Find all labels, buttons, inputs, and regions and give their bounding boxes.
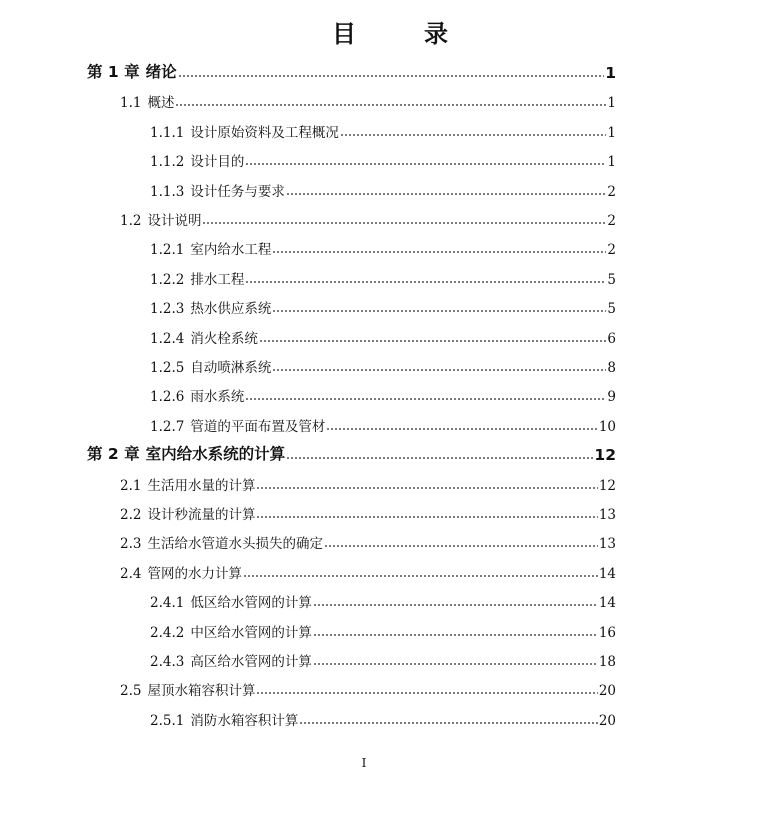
dot-leader: [313, 622, 598, 638]
toc-entry[interactable]: [0, 501, 616, 523]
toc-entry-page: 14: [598, 565, 616, 582]
toc-entry-label: [120, 209, 201, 229]
dot-leader: [178, 63, 605, 79]
toc-entry-label: [120, 532, 323, 552]
toc-entry-number: 2.4.1: [150, 595, 185, 612]
toc-entry-page: 5: [607, 301, 616, 318]
toc-entry-number: 1.2.2: [150, 271, 185, 288]
toc-entry[interactable]: [0, 677, 616, 699]
toc-entry-page: 1: [607, 95, 616, 112]
toc-entry[interactable]: [0, 648, 616, 670]
toc-entry-text: 管道的平面布置及管材: [190, 418, 326, 435]
toc-entry-text: 中区给水管网的计算: [190, 624, 312, 641]
toc-entry-page: 5: [607, 271, 616, 288]
dot-leader: [299, 710, 597, 726]
dot-leader: [286, 445, 593, 461]
dot-leader: [272, 298, 606, 314]
toc-entry-label: [150, 650, 312, 670]
toc-entry-number: 2.5.1: [150, 712, 185, 729]
dot-leader: [313, 651, 598, 667]
toc-entry-label: [150, 415, 325, 435]
dot-leader: [259, 328, 607, 344]
toc-entry[interactable]: [0, 589, 616, 611]
toc-entry-text: 设计秒流量的计算: [147, 507, 256, 523]
toc-entry[interactable]: [0, 60, 616, 82]
toc-entry-page: 6: [607, 330, 616, 347]
toc-entry-label: [120, 679, 255, 699]
toc-entry[interactable]: [0, 619, 616, 641]
page-title: 目 录: [332, 20, 470, 48]
toc-entry-page: 12: [594, 446, 616, 465]
page-number: I: [361, 756, 367, 770]
toc-entry-text: 消火栓系统: [190, 330, 258, 347]
toc-entry-number: 2.3: [120, 536, 142, 553]
toc-entry-text: 排水工程: [190, 271, 245, 288]
toc-entry-label: [120, 91, 174, 111]
dot-leader: [256, 680, 597, 696]
toc-entry-number: 2.4.3: [150, 654, 185, 670]
toc-entry-number: 2.5: [120, 683, 142, 700]
toc-entry-text: 生活用水量的计算: [147, 477, 256, 494]
toc-entry-page: 1: [605, 64, 616, 82]
toc-entry-label: [120, 503, 255, 523]
toc-entry[interactable]: [0, 560, 616, 582]
toc-entry[interactable]: [0, 325, 616, 347]
toc-entry-page: 2: [607, 183, 616, 200]
toc-entry-page: 12: [598, 477, 616, 494]
toc-entry[interactable]: [0, 354, 616, 376]
toc-entry-page: 1: [607, 154, 616, 171]
toc-entry-text: 自动喷淋系统: [190, 360, 272, 376]
toc-entry-number: 1.1.2: [150, 154, 185, 171]
dot-leader: [272, 357, 606, 373]
toc-entry-text: 设计任务与要求: [190, 183, 285, 200]
toc-entry[interactable]: [0, 383, 616, 405]
toc-entry-text: 绪论: [145, 63, 177, 81]
toc-entry-label: [150, 327, 258, 347]
toc-entry[interactable]: [0, 413, 616, 435]
toc-entry-label: [150, 385, 244, 405]
toc-entry-page: 1: [607, 124, 616, 141]
toc-entry-text: 屋顶水箱容积计算: [147, 683, 256, 700]
toc-entry-text: 概述: [147, 95, 175, 112]
toc-entry-number: 1.2.3: [150, 301, 185, 318]
toc-entry[interactable]: [0, 472, 616, 494]
toc-entry-label: [150, 180, 285, 200]
toc-entry-number: 2.2: [120, 507, 142, 523]
dot-leader: [272, 239, 606, 255]
toc-entry-page: 2: [607, 213, 616, 229]
toc-entry-number: 1.1.1: [150, 124, 185, 141]
toc-entry-number: 1.1: [120, 95, 142, 112]
toc-entry-page: 10: [598, 418, 616, 435]
toc-entry[interactable]: [0, 236, 616, 258]
toc-entry-text: 热水供应系统: [190, 301, 272, 318]
dot-leader: [243, 563, 598, 579]
toc-entry-number: 第 2 章: [87, 445, 140, 464]
toc-entry-page: 8: [607, 360, 616, 376]
toc-entry-text: 设计原始资料及工程概况: [190, 124, 339, 141]
toc-entry-number: 1.2.5: [150, 360, 185, 376]
toc-entry[interactable]: [0, 89, 616, 111]
toc-entry-label: [150, 621, 312, 641]
toc-entry-text: 雨水系统: [190, 389, 245, 406]
toc-entry[interactable]: [0, 178, 616, 200]
toc-entry-page: 18: [598, 654, 616, 670]
toc-entry-number: 1.2: [120, 213, 142, 229]
toc-entry-label: [150, 356, 271, 376]
toc-entry-text: 管网的水力计算: [147, 565, 242, 582]
toc-entry-page: 13: [598, 536, 616, 553]
toc-entry[interactable]: [0, 442, 616, 464]
toc-entry-page: 20: [598, 712, 616, 729]
toc-entry-text: 室内给水工程: [190, 242, 272, 259]
toc-entry[interactable]: [0, 266, 616, 288]
toc-entry[interactable]: [0, 295, 616, 317]
toc-entry-text: 生活给水管道水头损失的确定: [147, 536, 323, 553]
toc-entry-label: [150, 709, 298, 729]
toc-entry-label: [150, 150, 244, 170]
toc-entry-page: 13: [598, 507, 616, 523]
toc-entry-number: 2.4.2: [150, 624, 185, 641]
toc-entry-page: 16: [598, 624, 616, 641]
dot-leader: [313, 592, 598, 608]
dot-leader: [340, 122, 607, 138]
toc-entry-page: 20: [598, 683, 616, 700]
toc-entry-label: [87, 60, 177, 82]
toc-entry-number: 1.2.7: [150, 418, 185, 435]
toc-entry-text: 消防水箱容积计算: [190, 712, 299, 729]
toc-entry-label: [150, 591, 312, 611]
toc-entry-text: 室内给水系统的计算: [145, 445, 286, 464]
toc-entry-number: 1.2.1: [150, 242, 185, 259]
dot-leader: [202, 210, 606, 226]
toc-entry[interactable]: [0, 119, 616, 141]
toc-entry-page: 2: [607, 242, 616, 259]
toc-entry-number: 1.2.4: [150, 330, 185, 347]
toc-entry-text: 设计说明: [147, 213, 202, 229]
toc-entry[interactable]: [0, 707, 616, 729]
dot-leader: [245, 269, 606, 285]
toc-entry-page: 9: [607, 389, 616, 406]
toc-entry-number: 第 1 章: [87, 63, 140, 81]
toc-entry-number: 1.2.6: [150, 389, 185, 406]
dot-leader: [256, 475, 597, 491]
dot-leader: [175, 92, 606, 108]
toc-entry-label: [120, 474, 255, 494]
dot-leader: [256, 504, 597, 520]
toc-entry-page: 14: [598, 595, 616, 612]
toc-entry[interactable]: [0, 207, 616, 229]
dot-leader: [286, 181, 607, 197]
toc-entry-text: 设计目的: [190, 154, 245, 171]
dot-leader: [324, 533, 598, 549]
toc-entry-number: 1.1.3: [150, 183, 185, 200]
toc-entry-label: [87, 442, 285, 464]
dot-leader: [326, 416, 597, 432]
toc-entry[interactable]: [0, 530, 616, 552]
toc-entry-text: 低区给水管网的计算: [190, 595, 312, 612]
toc-entry-label: [150, 297, 271, 317]
toc-entry-text: 高区给水管网的计算: [190, 654, 312, 670]
dot-leader: [245, 386, 606, 402]
toc-entry-label: [150, 121, 339, 141]
dot-leader: [245, 151, 606, 167]
toc-entry-number: 2.4: [120, 565, 142, 582]
toc-entry-number: 2.1: [120, 477, 142, 494]
toc-entry-label: [150, 268, 244, 288]
toc-entry-label: [150, 238, 271, 258]
toc-entry[interactable]: [0, 148, 616, 170]
toc-entry-label: [120, 562, 242, 582]
